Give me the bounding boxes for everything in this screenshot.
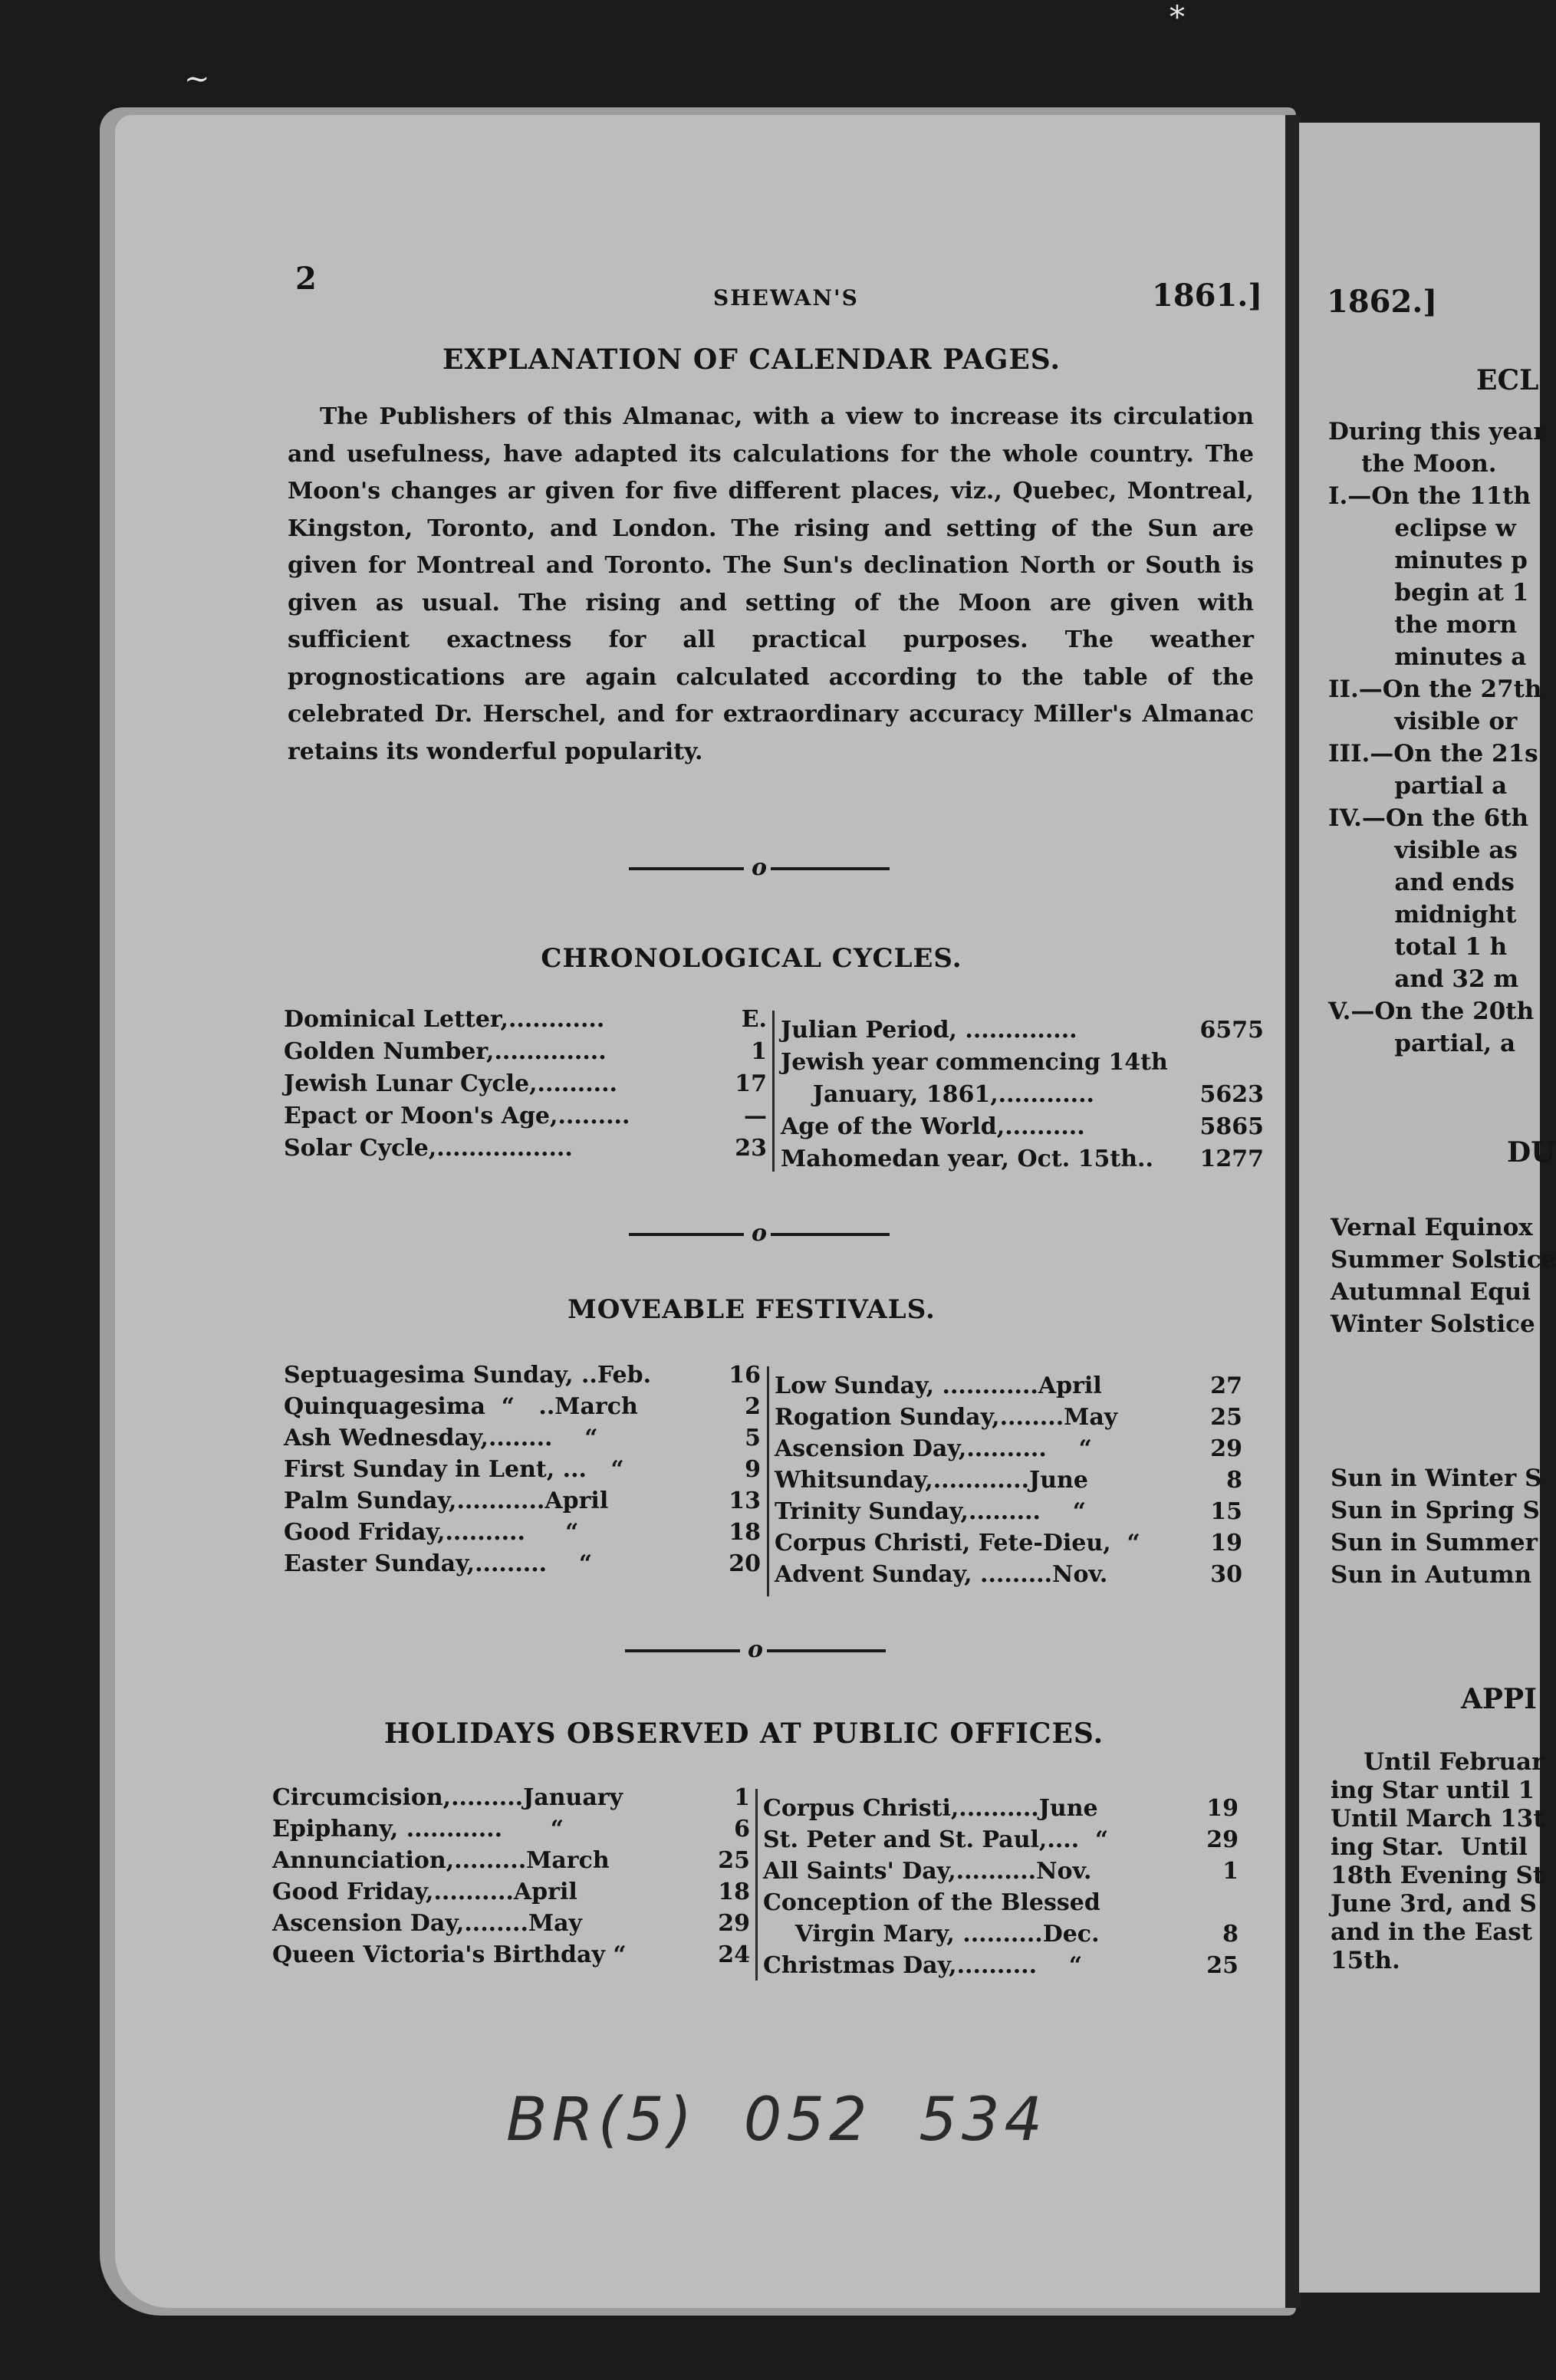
row-value: 13	[729, 1488, 761, 1514]
row-value: 1277	[1199, 1146, 1264, 1172]
text-line: June 3rd, and S	[1331, 1890, 1537, 1918]
row-value: 29	[718, 1910, 750, 1937]
row-value: 5865	[1199, 1113, 1264, 1140]
row-label: Ascension Day,........May	[272, 1910, 582, 1937]
explanation-heading: EXPLANATION OF CALENDAR PAGES.	[442, 344, 1061, 376]
scan-speck: ~	[184, 61, 210, 97]
text-line: I.—On the 11th	[1328, 482, 1531, 510]
text-line: 18th Evening St	[1331, 1862, 1544, 1889]
row-value: 27	[1210, 1372, 1242, 1399]
row-label: St. Peter and St. Paul,.... “	[763, 1826, 1109, 1853]
text-line: Sun in Winter S	[1331, 1464, 1542, 1492]
row-value: 23	[735, 1135, 767, 1162]
text-line: total 1 h	[1328, 933, 1508, 961]
row-value: 25	[1206, 1952, 1239, 1979]
row-label: Palm Sunday,...........April	[284, 1488, 609, 1514]
row-value: 30	[1210, 1561, 1242, 1588]
year-right: 1862.]	[1327, 284, 1438, 320]
column-rule	[755, 1789, 758, 1981]
moveable-table	[284, 1360, 1281, 1606]
divider-line	[771, 1233, 890, 1236]
row-value: 5623	[1199, 1081, 1264, 1108]
text-line: Vernal Equinox	[1331, 1214, 1533, 1241]
row-label: Low Sunday, ............April	[775, 1372, 1102, 1399]
row-value: E.	[741, 1006, 767, 1033]
text-line: ing Star until 1	[1331, 1777, 1535, 1804]
row-label: Epiphany, ............ “	[272, 1816, 564, 1843]
row-value: 17	[735, 1070, 767, 1097]
row-label: Whitsunday,............June	[775, 1467, 1088, 1494]
text-line: Sun in Summer	[1331, 1529, 1538, 1557]
text-line: III.—On the 21s	[1328, 740, 1538, 768]
text-line: IV.—On the 6th	[1328, 804, 1529, 832]
running-title: SHEWAN'S	[713, 285, 859, 311]
row-label: Christmas Day,.......... “	[763, 1952, 1083, 1979]
row-label: Mahomedan year, Oct. 15th..	[781, 1146, 1153, 1172]
row-value: 1	[1222, 1858, 1239, 1885]
section-divider	[629, 854, 890, 881]
row-label: Easter Sunday,......... “	[284, 1550, 593, 1577]
text-line: midnight	[1328, 901, 1517, 929]
row-value: —	[744, 1103, 767, 1129]
row-label: Julian Period, ..............	[781, 1017, 1077, 1044]
text-line: the morn	[1328, 611, 1518, 639]
appearance-heading: APPI	[1461, 1683, 1537, 1715]
row-value: 29	[1210, 1435, 1242, 1462]
text-line: 15th.	[1331, 1947, 1400, 1974]
row-label: Queen Victoria's Birthday “	[272, 1941, 627, 1968]
text-line: and in the East	[1331, 1918, 1533, 1946]
row-value: 8	[1222, 1921, 1239, 1948]
row-value: 24	[718, 1941, 750, 1968]
text-line: Winter Solstice	[1331, 1310, 1535, 1338]
row-value: 25	[1210, 1404, 1242, 1431]
row-label: Circumcision,.........January	[272, 1784, 623, 1811]
text-line: and ends	[1328, 869, 1515, 896]
text-line: eclipse w	[1328, 514, 1516, 542]
text-line: Autumnal Equi	[1331, 1278, 1531, 1306]
row-label: Conception of the Blessed	[763, 1889, 1100, 1916]
chronological-heading: CHRONOLOGICAL CYCLES.	[541, 943, 962, 974]
row-label: Corpus Christi, Fete-Dieu, “	[775, 1530, 1140, 1557]
row-label: Age of the World,..........	[781, 1113, 1085, 1140]
row-label: Corpus Christi,..........June	[763, 1795, 1098, 1822]
text-line: Until March 13t	[1331, 1805, 1544, 1833]
column-rule	[772, 1011, 775, 1172]
divider-ornament: o	[748, 1636, 764, 1663]
scan-speck: *	[1169, 0, 1185, 35]
text-line: V.—On the 20th	[1328, 998, 1535, 1025]
text-line: the Moon.	[1328, 450, 1497, 478]
row-value: 2	[745, 1393, 761, 1420]
divider-line	[629, 1233, 744, 1236]
row-label: Ascension Day,.......... “	[775, 1435, 1092, 1462]
row-value: 1	[734, 1784, 750, 1811]
row-label: Quinquagesima “ ..March	[284, 1393, 638, 1420]
row-value: 8	[1226, 1467, 1242, 1494]
column-rule	[767, 1366, 769, 1596]
text-line: Sun in Autumn	[1331, 1561, 1532, 1589]
chronological-table	[284, 1004, 1273, 1181]
row-value: 25	[718, 1847, 750, 1874]
row-label: Solar Cycle,.................	[284, 1135, 573, 1162]
row-label: Good Friday,..........April	[272, 1879, 577, 1905]
text-line: minutes p	[1328, 547, 1528, 574]
explanation-paragraph	[288, 399, 1254, 771]
row-value: 6575	[1199, 1017, 1264, 1044]
row-value: 9	[745, 1456, 761, 1483]
row-value: 18	[729, 1519, 761, 1546]
year-left: 1861.]	[1152, 278, 1263, 314]
section-divider	[629, 1220, 890, 1247]
row-label: January, 1861,............	[781, 1081, 1094, 1108]
text-line: Summer Solstice	[1331, 1246, 1556, 1274]
row-label: Dominical Letter,............	[284, 1006, 605, 1033]
row-label: Golden Number,..............	[284, 1038, 607, 1065]
text-line: II.—On the 27th	[1328, 676, 1542, 703]
row-value: 15	[1210, 1498, 1242, 1525]
row-value: 1	[751, 1038, 767, 1065]
row-value: 16	[729, 1362, 761, 1389]
divider-line	[771, 867, 890, 870]
page-number: 2	[295, 261, 317, 297]
text-line: minutes a	[1328, 643, 1527, 671]
section-divider	[625, 1636, 886, 1663]
text-line: visible or	[1328, 708, 1518, 735]
row-value: 18	[718, 1879, 750, 1905]
text-line: partial, a	[1328, 1030, 1516, 1057]
row-value: 19	[1206, 1795, 1239, 1822]
row-value: 29	[1206, 1826, 1239, 1853]
holidays-table	[272, 1783, 1285, 1990]
divider-ornament: o	[752, 1220, 768, 1247]
divider-ornament: o	[752, 854, 768, 881]
text-line: partial a	[1328, 772, 1508, 800]
text-line: begin at 1	[1328, 579, 1529, 607]
text-line: Until Februar	[1331, 1748, 1544, 1776]
text-line: visible as	[1328, 837, 1518, 864]
holidays-heading: HOLIDAYS OBSERVED AT PUBLIC OFFICES.	[383, 1718, 1104, 1750]
text-line: ing Star. Until	[1331, 1833, 1528, 1861]
duration-heading: DU	[1507, 1136, 1555, 1169]
row-label: Septuagesima Sunday, ..Feb.	[284, 1362, 652, 1389]
row-label: All Saints' Day,..........Nov.	[763, 1858, 1092, 1885]
row-value: 6	[734, 1816, 750, 1843]
eclipse-heading: ECL	[1476, 364, 1539, 396]
row-label: Jewish year commencing 14th	[781, 1049, 1168, 1076]
row-label: Jewish Lunar Cycle,..........	[284, 1070, 617, 1097]
divider-line	[629, 867, 744, 870]
row-label: Trinity Sunday,......... “	[775, 1498, 1087, 1525]
row-value: 5	[745, 1425, 761, 1451]
row-label: Annunciation,.........March	[272, 1847, 610, 1874]
row-label: Advent Sunday, .........Nov.	[775, 1561, 1108, 1588]
row-label: First Sunday in Lent, ... “	[284, 1456, 624, 1483]
text-line: Sun in Spring S	[1331, 1497, 1540, 1524]
divider-line	[767, 1649, 886, 1652]
row-label: Ash Wednesday,........ “	[284, 1425, 598, 1451]
moveable-heading: MOVEABLE FESTIVALS.	[567, 1294, 936, 1325]
text-line: and 32 m	[1328, 965, 1519, 993]
explanation-text: The Publishers of this Almanac, with a view to increase its circulation and usefulness, have adapted its calculations for the whole country. The Moon's changes ar given for five different places, viz., Quebec, Montreal, Kingston, Toronto, and London. The rising and setting of the Sun are given for Montreal and Toronto. The Sun's declination North or South is given as usual. The rising and setting of the Moon are given with sufficient exactness for all practical purposes. The weather prognostications are again calculated according to the table of the celebrated Dr. Herschel, and for extraordinary accuracy Miller's Almanac retains its wonderful popularity.	[288, 403, 1254, 765]
row-label: Rogation Sunday,........May	[775, 1404, 1118, 1431]
divider-line	[625, 1649, 740, 1652]
row-value: 20	[729, 1550, 761, 1577]
handwritten-reference: BR(5) 052 534	[506, 2086, 1048, 2155]
text-line: During this year	[1328, 418, 1546, 445]
row-label: Virgin Mary, ..........Dec.	[763, 1921, 1100, 1948]
row-label: Good Friday,.......... “	[284, 1519, 579, 1546]
row-value: 19	[1210, 1530, 1242, 1557]
row-label: Epact or Moon's Age,.........	[284, 1103, 630, 1129]
book-gutter	[1285, 115, 1301, 2308]
